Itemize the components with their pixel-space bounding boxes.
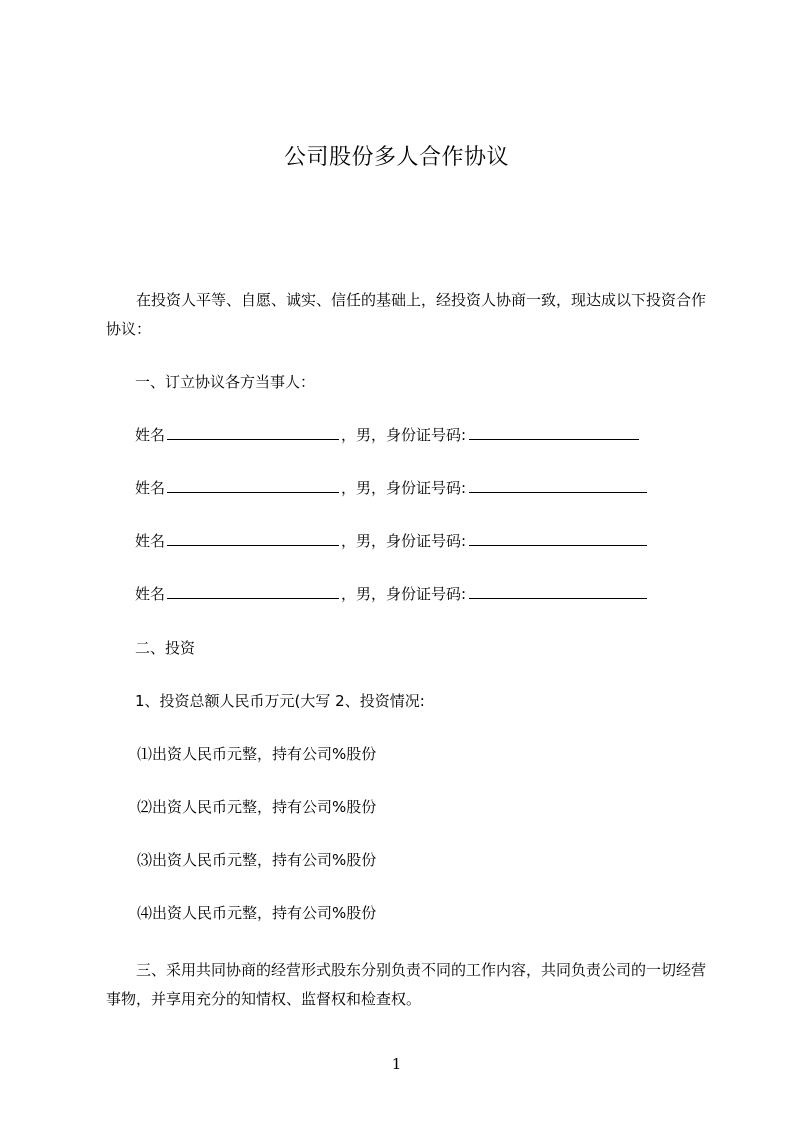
party-id-blank[interactable]: [469, 529, 647, 546]
investment-item-4: ⑷出资人民币元整，持有公司%股份: [137, 904, 377, 922]
party-row-2: [135, 476, 647, 500]
party-gender-id-label: ，男，身份证号码:: [341, 426, 467, 444]
party-id-blank[interactable]: [469, 476, 647, 493]
investment-item-3: ⑶出资人民币元整，持有公司%股份: [137, 851, 377, 869]
investment-total-line: 1、投资总额人民币万元(大写 2、投资情况:: [135, 692, 425, 710]
party-row-1: [135, 423, 639, 447]
party-row-3: [135, 529, 647, 553]
intro-paragraph: 在投资人平等、自愿、诚实、信任的基础上，经投资人协商一致，现达成以下投资合作协议：: [106, 291, 707, 338]
section-1-heading: 一、订立协议各方当事人：: [135, 373, 316, 391]
section-2-heading: 二、投资: [135, 639, 196, 657]
party-id-blank[interactable]: [469, 582, 647, 599]
party-gender-id-label: ，男，身份证号码:: [341, 479, 467, 497]
party-row-4: [135, 582, 647, 606]
section-3-paragraph: 三、采用共同协商的经营形式股东分别负责不同的工作内容，共同负责公司的一切经营事物，并享用充分的知情权、监督权和检查权。: [106, 961, 707, 1008]
page-number: 1: [391, 1055, 402, 1073]
investment-item-2: ⑵出资人民币元整，持有公司%股份: [137, 798, 377, 816]
party-id-blank[interactable]: [469, 423, 639, 440]
party-name-blank[interactable]: [167, 529, 339, 546]
investment-item-1: ⑴出资人民币元整，持有公司%股份: [137, 745, 377, 763]
party-name-blank[interactable]: [167, 476, 339, 493]
party-name-label: 姓名: [135, 585, 166, 603]
document-title: 公司股份多人合作协议: [283, 145, 509, 170]
party-name-blank[interactable]: [167, 582, 339, 599]
party-gender-id-label: ，男，身份证号码:: [341, 585, 467, 603]
party-name-label: 姓名: [135, 532, 166, 550]
party-name-blank[interactable]: [167, 423, 339, 440]
party-gender-id-label: ，男，身份证号码:: [341, 532, 467, 550]
party-name-label: 姓名: [135, 479, 166, 497]
party-name-label: 姓名: [135, 426, 166, 444]
